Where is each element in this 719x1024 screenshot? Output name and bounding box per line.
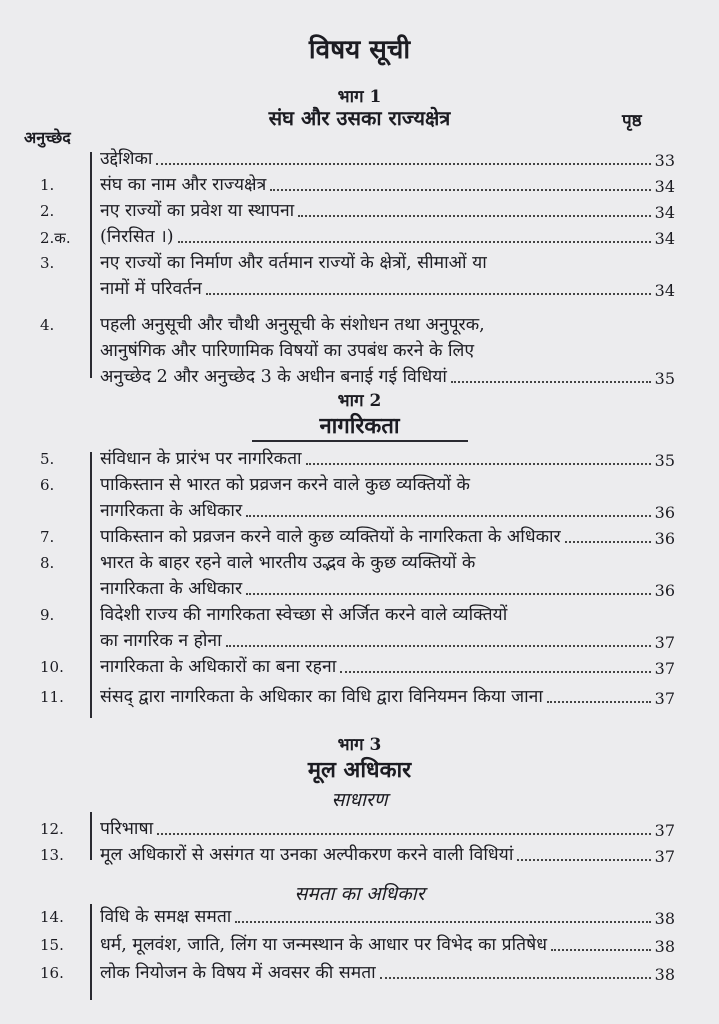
page-number: 34 <box>654 203 675 222</box>
entry-text: आनुषंगिक और पारिणामिक विषयों का उपबंध करने के लिए <box>100 341 475 361</box>
entry-text: लोक नियोजन के विषय में अवसर की समता <box>100 963 376 983</box>
entry-line <box>100 576 675 600</box>
title-underline <box>252 440 468 442</box>
entry-line <box>100 550 475 574</box>
article-number: 16. <box>40 964 64 982</box>
article-number: 8. <box>40 554 55 572</box>
entry-text: नागरिकता के अधिकार <box>100 501 243 521</box>
page-column-label: पृष्ठ <box>622 111 642 131</box>
page-number: 36 <box>654 529 675 548</box>
article-number: 4. <box>40 316 55 334</box>
page-number: 37 <box>654 689 675 708</box>
divider-line <box>90 452 92 718</box>
entry-text: उद्देशिका <box>100 149 153 169</box>
leader-dots <box>270 189 650 191</box>
leader-dots <box>178 241 651 243</box>
article-number: 6. <box>40 476 55 494</box>
entry-text: पहली अनुसूची और चौथी अनुसूची के संशोधन तथा अनुपूरक, <box>100 315 485 335</box>
leader-dots <box>517 859 650 861</box>
page-number: 33 <box>654 151 675 170</box>
leader-dots <box>235 921 650 923</box>
article-number: 7. <box>40 528 55 546</box>
page-number: 36 <box>654 503 675 522</box>
leader-dots <box>157 833 651 835</box>
leader-dots <box>206 293 651 295</box>
page-number: 35 <box>654 451 675 470</box>
article-number: 3. <box>40 254 55 272</box>
entry-text: अनुच्छेद 2 और अनुच्छेद 3 के अधीन बनाई गई विधियां <box>100 367 447 387</box>
equality-heading: समता का अधिकार <box>294 883 425 905</box>
leader-dots <box>246 593 651 595</box>
entry-line <box>100 250 487 274</box>
entry-line <box>100 684 675 708</box>
article-number: 2.क. <box>40 229 71 247</box>
entry-line <box>100 602 507 626</box>
part2-title: नागरिकता <box>319 413 400 439</box>
entry-line <box>100 816 675 840</box>
entry-line <box>100 842 675 866</box>
article-number: 12. <box>40 820 64 838</box>
leader-dots <box>547 701 651 703</box>
article-number: 13. <box>40 846 64 864</box>
general-heading: साधारण <box>331 789 388 811</box>
article-number: 15. <box>40 936 64 954</box>
entry-line <box>100 628 675 652</box>
page-number: 34 <box>654 177 675 196</box>
divider-line <box>90 152 92 378</box>
article-number: 2. <box>40 202 55 220</box>
entry-line <box>100 904 675 928</box>
entry-line <box>100 146 675 170</box>
page-number: 38 <box>654 937 675 956</box>
entry-text: मूल अधिकारों से असंगत या उनका अल्पीकरण करने वाली विधियां <box>100 845 514 865</box>
leader-dots <box>298 215 650 217</box>
article-number: 5. <box>40 450 55 468</box>
page-title: विषय सूची <box>308 35 411 65</box>
page-number: 37 <box>654 847 675 866</box>
entry-line <box>100 312 485 336</box>
article-column-label: अनुच्छेद <box>24 128 71 147</box>
page-number: 37 <box>654 633 675 652</box>
leader-dots <box>156 163 650 165</box>
article-number: 1. <box>40 176 55 194</box>
page-number: 36 <box>654 581 675 600</box>
entry-text: का नागरिक न होना <box>100 631 222 651</box>
entry-text: नागरिकता के अधिकारों का बना रहना <box>100 657 337 677</box>
leader-dots <box>340 671 650 673</box>
article-number: 10. <box>40 658 64 676</box>
entry-text: नए राज्यों का निर्माण और वर्तमान राज्यों के क्षेत्रों, सीमाओं या <box>100 253 487 273</box>
divider-line <box>90 904 92 1000</box>
entry-text: नए राज्यों का प्रवेश या स्थापना <box>100 201 295 221</box>
article-number: 11. <box>40 688 64 706</box>
page-number: 34 <box>654 281 675 300</box>
entry-line <box>100 224 675 248</box>
leader-dots <box>451 381 651 383</box>
leader-dots <box>306 463 651 465</box>
part3-label: भाग 3 <box>337 735 382 755</box>
article-number: 14. <box>40 908 64 926</box>
page-number: 38 <box>654 965 675 984</box>
entry-line <box>100 932 675 956</box>
entry-text: विधि के समक्ष समता <box>100 907 232 927</box>
page-number: 34 <box>654 229 675 248</box>
part1-title: संघ और उसका राज्यक्षेत्र <box>268 106 451 130</box>
entry-text: संसद् द्वारा नागरिकता के अधिकार का विधि द्वारा विनियमन किया जाना <box>100 687 543 707</box>
leader-dots <box>565 541 651 543</box>
entry-text: भारत के बाहर रहने वाले भारतीय उद्भव के कुछ व्यक्तियों के <box>100 553 476 573</box>
entry-text: परिभाषा <box>100 819 154 839</box>
entry-line <box>100 654 675 678</box>
part1-label: भाग 1 <box>337 87 382 107</box>
page-number: 37 <box>654 659 675 678</box>
entry-text: नागरिकता के अधिकार <box>100 579 243 599</box>
entry-line <box>100 960 675 984</box>
entry-line <box>100 524 675 548</box>
entry-text: (निरसित ।) <box>100 227 174 247</box>
leader-dots <box>226 645 651 647</box>
leader-dots <box>246 515 651 517</box>
part3-title: मूल अधिकार <box>307 757 412 783</box>
entry-text: पाकिस्तान से भारत को प्रव्रजन करने वाले कुछ व्यक्तियों के <box>100 475 470 495</box>
article-number: 9. <box>40 606 55 624</box>
entry-line <box>100 364 675 388</box>
divider-line <box>90 812 92 860</box>
part2-label: भाग 2 <box>337 391 382 411</box>
page-number: 38 <box>654 909 675 928</box>
entry-line <box>100 276 675 300</box>
entry-text: पाकिस्तान को प्रव्रजन करने वाले कुछ व्यक्तियों के नागरिकता के अधिकार <box>100 527 561 547</box>
entry-line <box>100 198 675 222</box>
entry-text: विदेशी राज्य की नागरिकता स्वेच्छा से अर्जित करने वाले व्यक्तियों <box>100 605 508 625</box>
page-number: 37 <box>654 821 675 840</box>
entry-line <box>100 338 474 362</box>
entry-line <box>100 172 675 196</box>
entry-text: धर्म, मूलवंश, जाति, लिंग या जन्मस्थान के आधार पर विभेद का प्रतिषेध <box>100 935 547 955</box>
entry-line <box>100 472 470 496</box>
entry-text: संघ का नाम और राज्यक्षेत्र <box>100 175 267 195</box>
leader-dots <box>380 977 651 979</box>
leader-dots <box>551 949 651 951</box>
entry-text: संविधान के प्रारंभ पर नागरिकता <box>100 449 302 469</box>
entry-line <box>100 498 675 522</box>
page-number: 35 <box>654 369 675 388</box>
entry-line <box>100 446 675 470</box>
entry-text: नामों में परिवर्तन <box>100 279 202 299</box>
